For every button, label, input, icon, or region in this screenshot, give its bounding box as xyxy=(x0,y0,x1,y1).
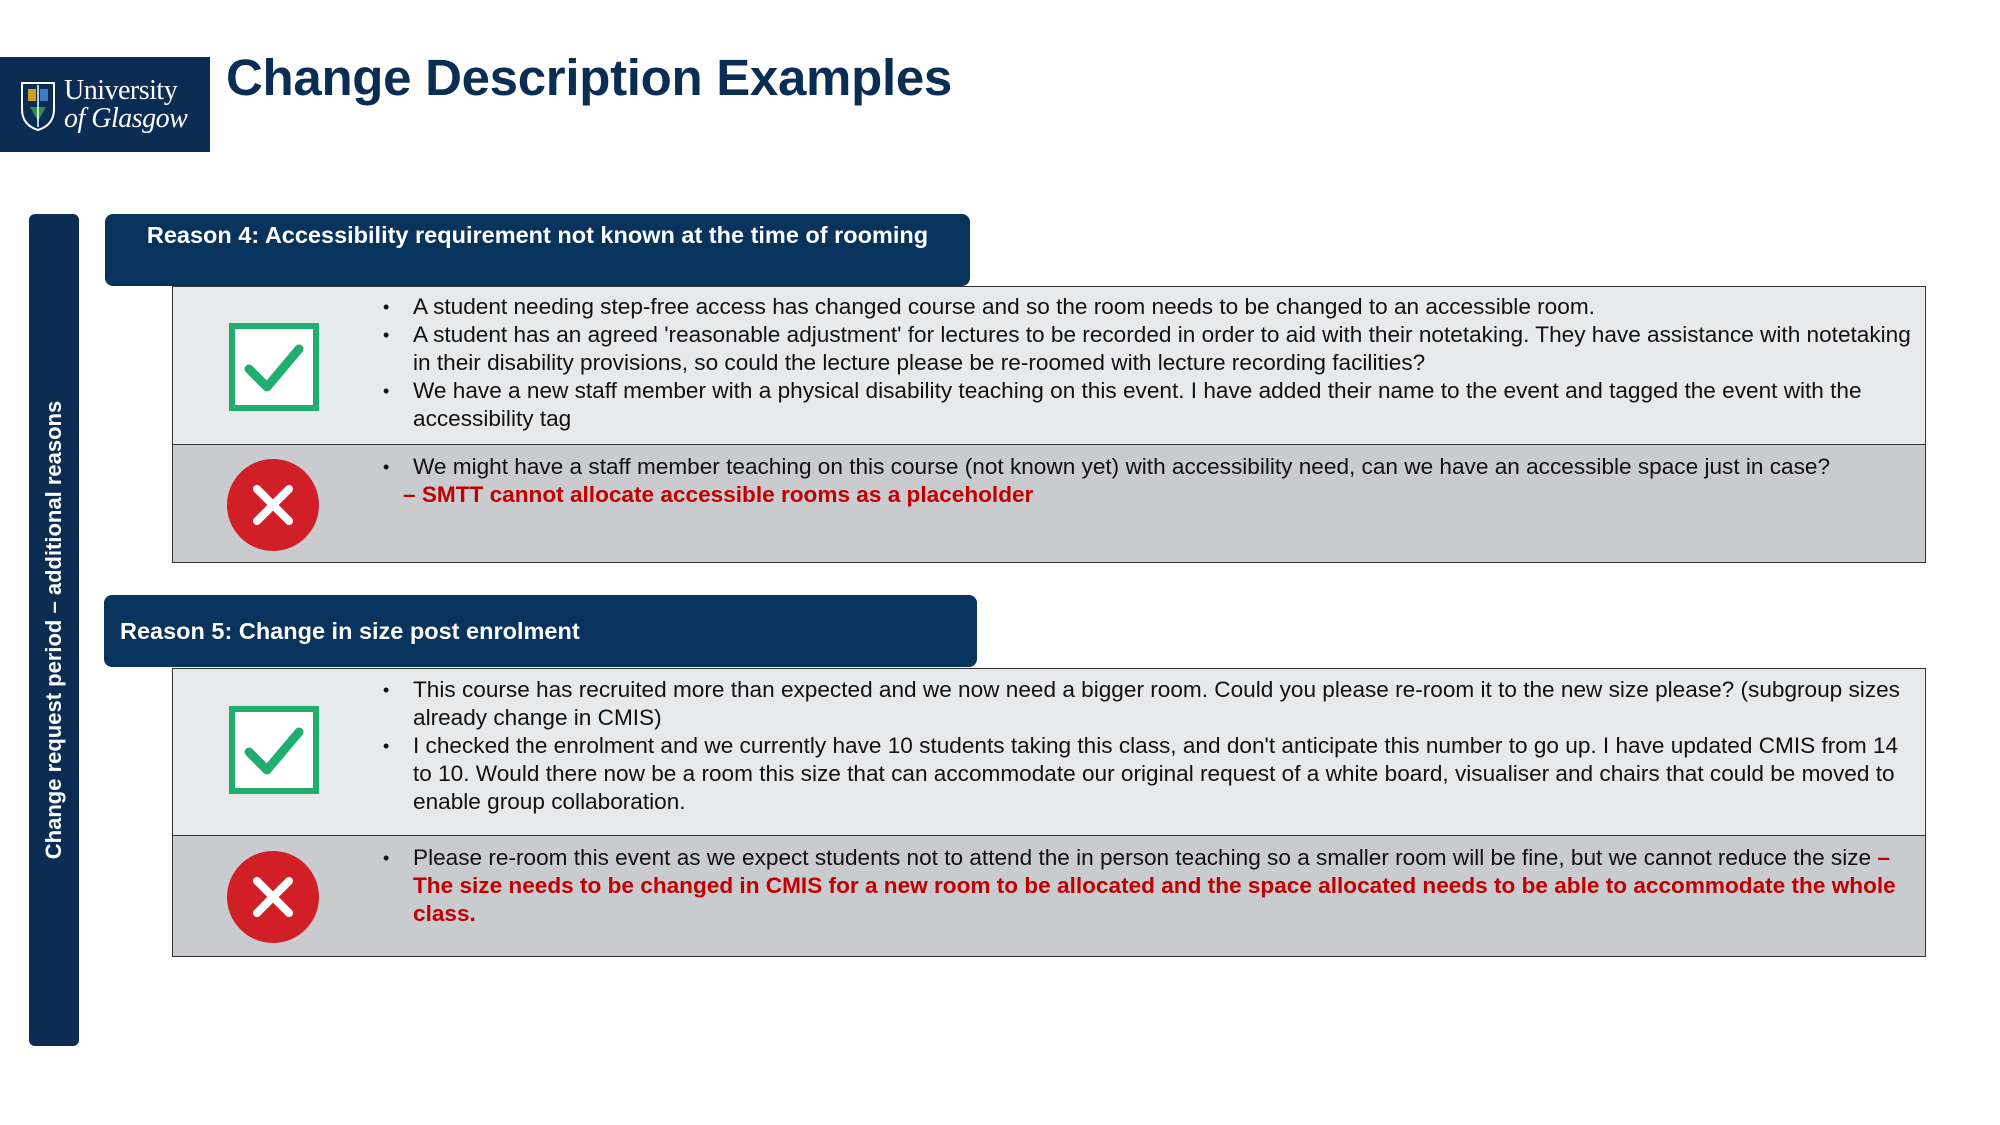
list-item: • This course has recruited more than expected and we now need a bigger room. Could you please re-room it to the new size please? (subgroup sizes already change in CMIS) xyxy=(413,676,1911,732)
reason-5-good-panel xyxy=(172,668,1926,837)
logo-line-2: of Glasgow xyxy=(64,102,188,134)
reason-5-bad-text: Please re-room this event as we expect students not to attend the in person teaching so a smaller room will be fine, but we cannot reduce the size xyxy=(413,845,1878,870)
logo-wordmark xyxy=(64,74,188,134)
reason-4-header: Reason 4: Accessibility requirement not known at the time of rooming xyxy=(105,214,970,286)
list-item: • We might have a staff member teaching on this course (not known yet) with accessibility need, can we have an accessible space just in case? xyxy=(413,453,1911,481)
side-label: Change request period – additional reasons xyxy=(41,400,66,860)
list-item: • A student needing step-free access has changed course and so the room needs to be changed to an accessible room. xyxy=(413,293,1911,321)
reason-5-bad-list xyxy=(373,844,1911,928)
green-check-icon xyxy=(229,323,319,411)
side-bar xyxy=(29,214,79,1046)
logo-line-1: University xyxy=(64,74,178,106)
list-item xyxy=(413,844,1911,928)
reason-4-bad-list xyxy=(373,453,1911,481)
list-item: • A student has an agreed 'reasonable adjustment' for lectures to be recorded in order to aid with their notetaking. They have assistance with notetaking in their disability provisions, so could the lecture please be re-roomed with lecture recording facilities? xyxy=(413,321,1911,377)
reason-4-good-panel xyxy=(172,286,1926,446)
reason-4-good-list xyxy=(373,293,1911,433)
reason-5-bad-note: – The size needs to be changed in CMIS for a new room to be allocated and the space allocated needs to be able to accommodate the whole class. xyxy=(413,845,1896,926)
reason-5-good-list xyxy=(373,676,1911,816)
red-cross-icon xyxy=(226,850,320,944)
crest-icon xyxy=(20,79,56,131)
green-check-icon xyxy=(229,706,319,794)
reason-4-bad-note: – SMTT cannot allocate accessible rooms as a placeholder xyxy=(403,482,1034,507)
reason-5-header: Reason 5: Change in size post enrolment xyxy=(104,595,977,667)
page-title: Change Description Examples xyxy=(226,49,952,106)
red-cross-icon xyxy=(226,458,320,552)
list-item: • We have a new staff member with a physical disability teaching on this event. I have added their name to the event and tagged the event with the accessibility tag xyxy=(413,377,1911,433)
reason-5-bad-panel xyxy=(172,835,1926,957)
reason-4-bad-panel xyxy=(172,444,1926,563)
university-logo xyxy=(0,57,210,152)
list-item: • I checked the enrolment and we currently have 10 students taking this class, and don't anticipate this number to go up. I have updated CMIS from 14 to 10. Would there now be a room this size that can accommodate our original request of a white board, visualiser and chairs that could be moved to enable group collaboration. xyxy=(413,732,1911,816)
